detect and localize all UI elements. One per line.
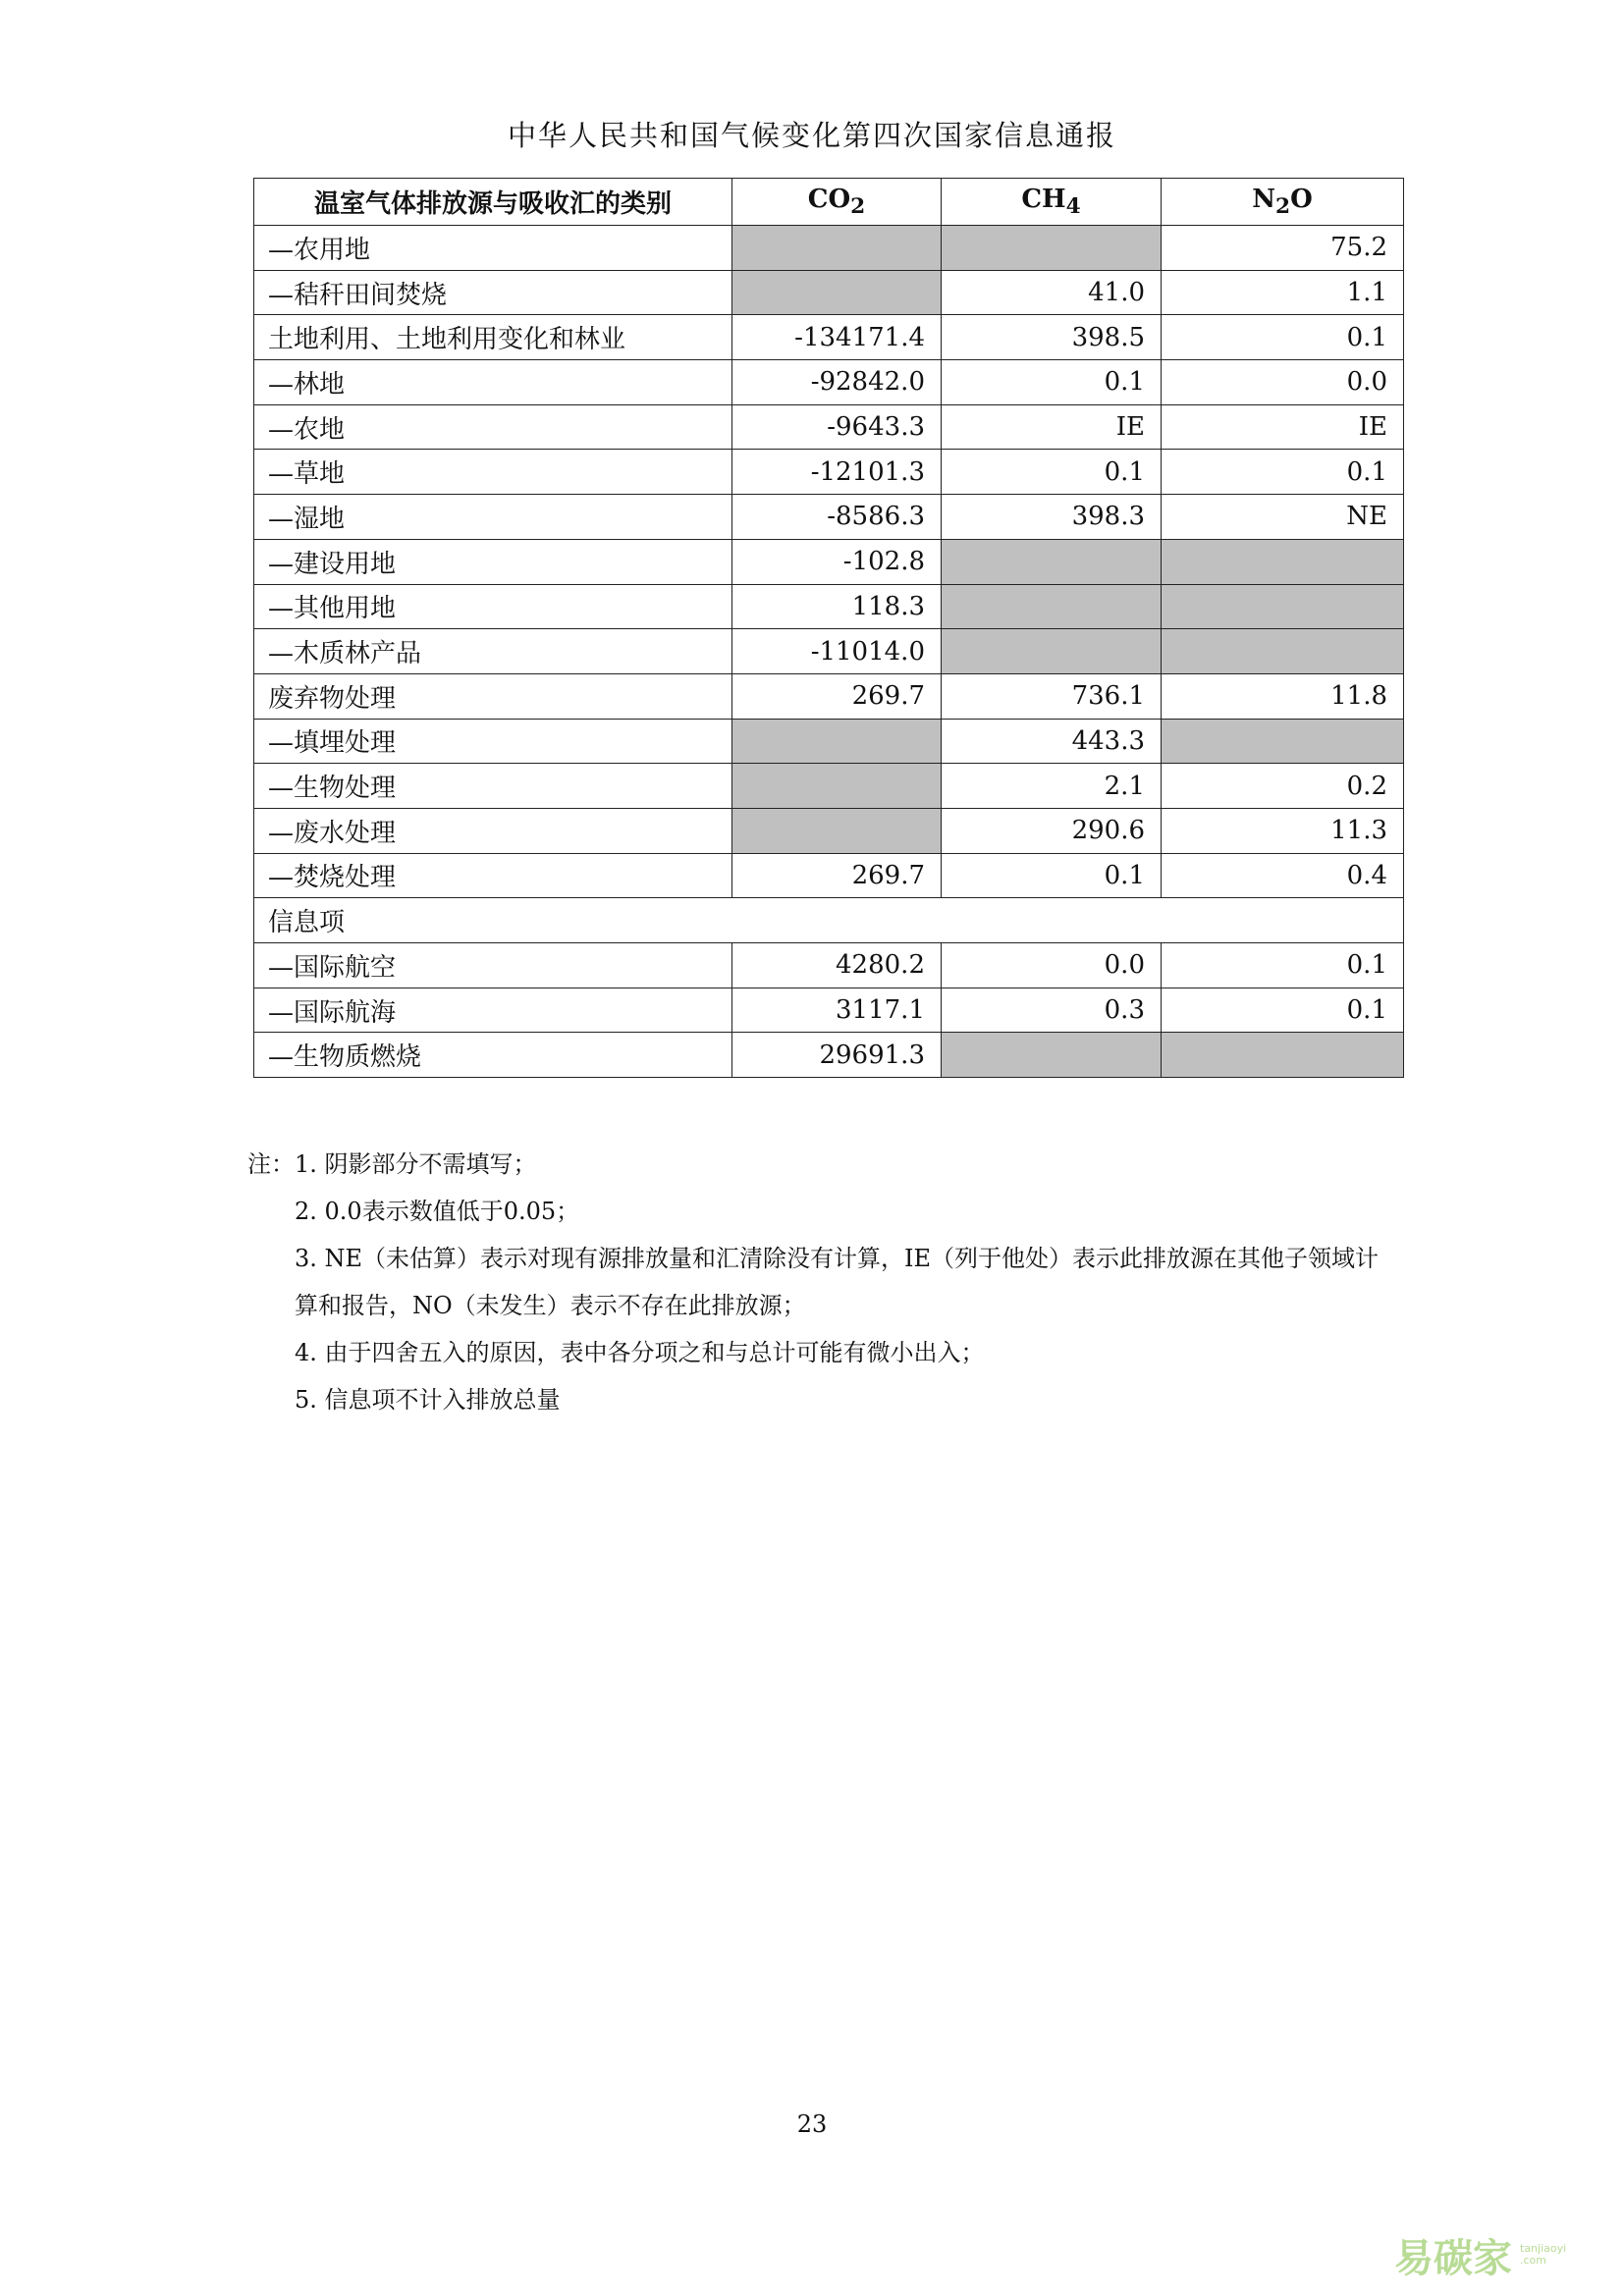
co2-value-cell — [732, 764, 942, 809]
co2-value-cell: 4280.2 — [732, 943, 942, 988]
n2o-value-cell — [1162, 1033, 1404, 1078]
table-row — [254, 539, 1404, 584]
co2-base: CO — [807, 184, 851, 214]
category-cell: —秸秆田间焚烧 — [254, 270, 732, 315]
table-row — [254, 360, 1404, 405]
table-row — [254, 450, 1404, 495]
watermark-sub-2: .com — [1520, 2254, 1546, 2267]
ch4-value-cell — [942, 584, 1162, 629]
table-row — [254, 898, 1404, 943]
n2o-value-cell: 0.0 — [1162, 360, 1404, 405]
n2o-base: N — [1252, 184, 1276, 214]
table-row — [254, 315, 1404, 360]
ch4-value-cell — [942, 539, 1162, 584]
emissions-table — [253, 178, 1404, 1078]
category-cell: —木质林产品 — [254, 629, 732, 674]
co2-value-cell: 269.7 — [732, 853, 942, 898]
category-cell: 信息项 — [254, 898, 1404, 943]
n2o-value-cell: 0.1 — [1162, 943, 1404, 988]
n2o-value-cell: 0.4 — [1162, 853, 1404, 898]
note-line-4 — [247, 1329, 1416, 1376]
note-item-3-continued: 算和报告，NO（未发生）表示不存在此排放源； — [295, 1292, 806, 1319]
co2-value-cell: -8586.3 — [732, 495, 942, 540]
ch4-value-cell: 0.3 — [942, 988, 1162, 1033]
ch4-value-cell — [942, 1033, 1162, 1078]
co2-value-cell — [732, 270, 942, 315]
category-cell: —废水处理 — [254, 808, 732, 853]
table-row — [254, 404, 1404, 450]
n2o-post: O — [1290, 184, 1313, 214]
ch4-value-cell — [942, 226, 1162, 271]
watermark-sub-1: tanjiaoyi — [1520, 2242, 1567, 2255]
ch4-value-cell: 443.3 — [942, 719, 1162, 764]
category-cell: —农地 — [254, 404, 732, 450]
table-row — [254, 808, 1404, 853]
n2o-value-cell: 0.2 — [1162, 764, 1404, 809]
category-cell: —建设用地 — [254, 539, 732, 584]
table-row — [254, 673, 1404, 719]
n2o-value-cell: 11.3 — [1162, 808, 1404, 853]
co2-subscript: 2 — [850, 194, 866, 220]
column-header-co2 — [732, 179, 942, 226]
category-cell: —焚烧处理 — [254, 853, 732, 898]
co2-value-cell: 269.7 — [732, 673, 942, 719]
n2o-value-cell: 11.8 — [1162, 673, 1404, 719]
table-notes — [247, 1141, 1416, 1423]
n2o-value-cell: 0.1 — [1162, 988, 1404, 1033]
category-cell: —草地 — [254, 450, 732, 495]
note-item-4: 4. 由于四舍五入的原因，表中各分项之和与总计可能有微小出入； — [295, 1339, 985, 1366]
table-row — [254, 719, 1404, 764]
category-cell: —农用地 — [254, 226, 732, 271]
co2-value-cell: 118.3 — [732, 584, 942, 629]
ch4-value-cell: IE — [942, 404, 1162, 450]
watermark-logo-text: 易碳家 — [1394, 2235, 1512, 2281]
n2o-value-cell — [1162, 539, 1404, 584]
co2-value-cell — [732, 719, 942, 764]
category-cell: 土地利用、土地利用变化和林业 — [254, 315, 732, 360]
table-row — [254, 988, 1404, 1033]
column-header-ch4 — [942, 179, 1162, 226]
co2-value-cell: -102.8 — [732, 539, 942, 584]
table-row — [254, 853, 1404, 898]
table-body — [254, 226, 1404, 1078]
ch4-value-cell: 0.1 — [942, 360, 1162, 405]
co2-value-cell — [732, 808, 942, 853]
category-cell: —国际航空 — [254, 943, 732, 988]
note-item-5: 5. 信息项不计入排放总量 — [295, 1386, 561, 1414]
n2o-subscript: 2 — [1275, 194, 1291, 220]
watermark-sub — [1520, 2243, 1566, 2267]
ch4-value-cell: 0.1 — [942, 450, 1162, 495]
ch4-base: CH — [1021, 184, 1066, 214]
note-item-1: 1. 阴影部分不需填写； — [295, 1150, 537, 1178]
note-line-3 — [247, 1235, 1416, 1282]
note-line-2 — [247, 1188, 1416, 1235]
ch4-value-cell: 0.1 — [942, 853, 1162, 898]
category-cell: 废弃物处理 — [254, 673, 732, 719]
co2-value-cell: -9643.3 — [732, 404, 942, 450]
n2o-value-cell — [1162, 629, 1404, 674]
ch4-value-cell: 398.3 — [942, 495, 1162, 540]
co2-value-cell: 3117.1 — [732, 988, 942, 1033]
n2o-value-cell — [1162, 719, 1404, 764]
n2o-value-cell: 1.1 — [1162, 270, 1404, 315]
n2o-value-cell: 0.1 — [1162, 450, 1404, 495]
ch4-value-cell: 2.1 — [942, 764, 1162, 809]
column-header-category: 温室气体排放源与吸收汇的类别 — [254, 179, 732, 226]
co2-value-cell: 29691.3 — [732, 1033, 942, 1078]
category-cell: —国际航海 — [254, 988, 732, 1033]
n2o-value-cell: 0.1 — [1162, 315, 1404, 360]
co2-value-cell: -12101.3 — [732, 450, 942, 495]
ch4-value-cell: 398.5 — [942, 315, 1162, 360]
category-cell: —填埋处理 — [254, 719, 732, 764]
ch4-value-cell: 0.0 — [942, 943, 1162, 988]
note-item-3: 3. NE（未估算）表示对现有源排放量和汇清除没有计算，IE（列于他处）表示此排放源在其他子领域计 — [295, 1245, 1380, 1272]
notes-prefix: 注： — [247, 1150, 295, 1178]
watermark-logo — [1394, 2230, 1610, 2279]
note-line-5 — [247, 1376, 1416, 1423]
category-cell: —其他用地 — [254, 584, 732, 629]
table-row — [254, 1033, 1404, 1078]
running-header: 中华人民共和国气候变化第四次国家信息通报 — [507, 119, 1116, 152]
table-row — [254, 226, 1404, 271]
category-cell: —生物处理 — [254, 764, 732, 809]
ch4-value-cell: 736.1 — [942, 673, 1162, 719]
category-cell: —林地 — [254, 360, 732, 405]
category-cell: —生物质燃烧 — [254, 1033, 732, 1078]
ch4-value-cell — [942, 629, 1162, 674]
ch4-value-cell: 41.0 — [942, 270, 1162, 315]
page-number: 23 — [796, 2110, 828, 2138]
note-line-1 — [247, 1141, 1416, 1188]
n2o-value-cell: IE — [1162, 404, 1404, 450]
table-row — [254, 629, 1404, 674]
table-header-row — [254, 179, 1404, 226]
note-line-3-continued — [247, 1282, 1416, 1329]
n2o-value-cell: 75.2 — [1162, 226, 1404, 271]
category-cell: —湿地 — [254, 495, 732, 540]
table-row — [254, 495, 1404, 540]
ch4-value-cell: 290.6 — [942, 808, 1162, 853]
table-row — [254, 764, 1404, 809]
co2-value-cell: -11014.0 — [732, 629, 942, 674]
n2o-value-cell — [1162, 584, 1404, 629]
n2o-value-cell: NE — [1162, 495, 1404, 540]
table-row — [254, 270, 1404, 315]
column-header-n2o — [1162, 179, 1404, 226]
table-row — [254, 943, 1404, 988]
co2-value-cell: -92842.0 — [732, 360, 942, 405]
ch4-subscript: 4 — [1065, 194, 1081, 220]
note-item-2: 2. 0.0表示数值低于0.05； — [295, 1198, 580, 1225]
co2-value-cell: -134171.4 — [732, 315, 942, 360]
table-row — [254, 584, 1404, 629]
co2-value-cell — [732, 226, 942, 271]
